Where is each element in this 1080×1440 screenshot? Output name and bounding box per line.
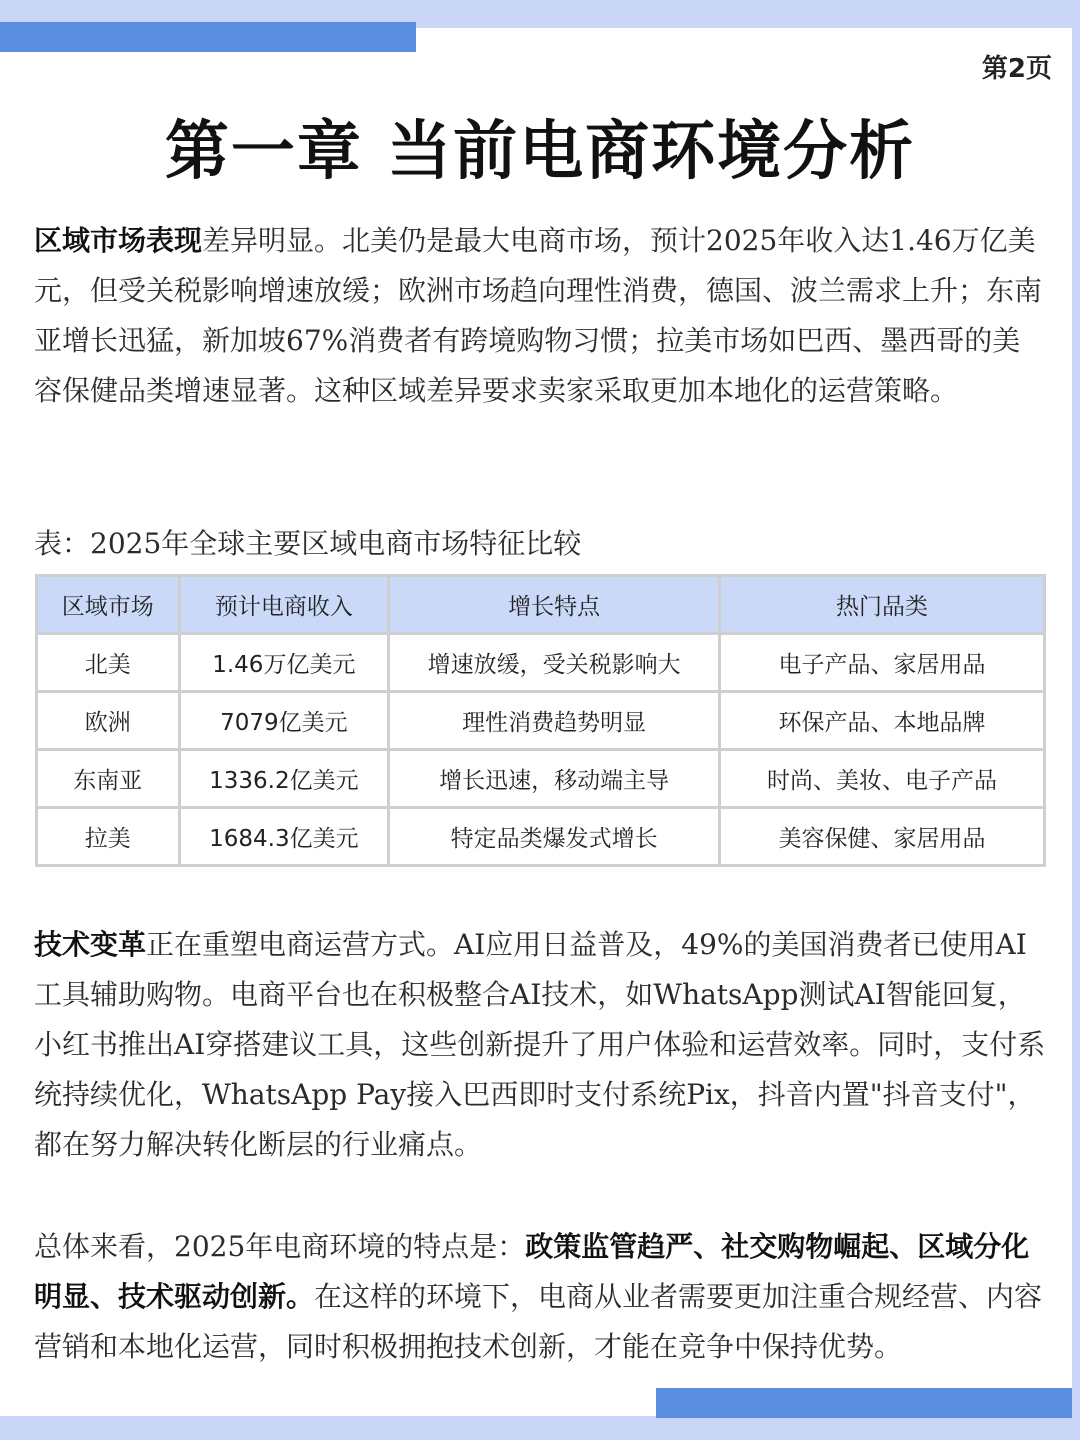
- column-header: 增长特点: [389, 576, 720, 634]
- paragraph-summary: [34, 1222, 1046, 1372]
- paragraph-lead-bold: 技术变革: [34, 928, 147, 961]
- table-cell: 1.46万亿美元: [179, 634, 389, 692]
- table-cell: 拉美: [37, 808, 180, 866]
- table-cell: 北美: [37, 634, 180, 692]
- column-header: 预计电商收入: [179, 576, 389, 634]
- table-cell: 1684.3亿美元: [179, 808, 389, 866]
- table-cell: 环保产品、本地品牌: [720, 692, 1045, 750]
- table-caption: 表：2025年全球主要区域电商市场特征比较: [34, 527, 582, 560]
- table-row: [37, 692, 1045, 750]
- market-comparison-table: [35, 574, 1046, 867]
- bottom-accent-bar: [656, 1388, 1072, 1418]
- table-cell: 7079亿美元: [179, 692, 389, 750]
- table-cell: 增速放缓，受关税影响大: [389, 634, 720, 692]
- page-number: 第2页: [981, 54, 1052, 84]
- paragraph-text: 正在重塑电商运营方式。AI应用日益普及，49%的美国消费者已使用AI工具辅助购物。电商平台也在积极整合AI技术，如WhatsApp测试AI智能回复，小红书推出AI穿搭建议工具，这些创新提升了用户体验和运营效率。同时，支付系统持续优化，WhatsApp Pay接入巴西即时支付系统Pix，抖音内置"抖音支付"，都在努力解决转化断层的行业痛点。: [34, 928, 1046, 1161]
- bottom-border-band: [0, 1416, 1080, 1440]
- paragraph-tech-change: [34, 920, 1046, 1170]
- paragraph-text: 差异明显。北美仍是最大电商市场，预计2025年收入达1.46万亿美元，但受关税影响增速放缓；欧洲市场趋向理性消费，德国、波兰需求上升；东南亚增长迅猛，新加坡67%消费者有跨境购物习惯；拉美市场如巴西、墨西哥的美容保健品类增速显著。这种区域差异要求卖家采取更加本地化的运营策略。: [34, 224, 1043, 407]
- column-header: 区域市场: [37, 576, 180, 634]
- paragraph-text: 在这样的环境下，电商从业者需要更加注重合规经营、内容营销和本地化运营，同时积极拥抱技术创新，才能在竞争中保持优势。: [34, 1280, 1043, 1363]
- top-accent-bar: [0, 22, 416, 52]
- table-cell: 特定品类爆发式增长: [389, 808, 720, 866]
- table-header-row: [37, 576, 1045, 634]
- table-row: [37, 808, 1045, 866]
- paragraph-lead: 总体来看，2025年电商环境的特点是：: [34, 1230, 526, 1263]
- table-cell: 东南亚: [37, 750, 180, 808]
- table-cell: 1336.2亿美元: [179, 750, 389, 808]
- table-cell: 理性消费趋势明显: [389, 692, 720, 750]
- right-border-band: [1072, 0, 1080, 1440]
- table-row: [37, 634, 1045, 692]
- chapter-title: 第一章 当前电商环境分析: [164, 115, 916, 189]
- paragraph-regional-markets: [34, 216, 1046, 416]
- table-cell: 美容保健、家居用品: [720, 808, 1045, 866]
- table-cell: 时尚、美妆、电子产品: [720, 750, 1045, 808]
- table-cell: 增长迅速，移动端主导: [389, 750, 720, 808]
- paragraph-lead-bold: 区域市场表现: [34, 224, 203, 257]
- table-cell: 欧洲: [37, 692, 180, 750]
- paragraph-bold-highlight: 政策监管趋严、社交购物崛起、区域分化明显、技术驱动创新。: [34, 1230, 1030, 1313]
- table-cell: 电子产品、家居用品: [720, 634, 1045, 692]
- column-header: 热门品类: [720, 576, 1045, 634]
- table-row: [37, 750, 1045, 808]
